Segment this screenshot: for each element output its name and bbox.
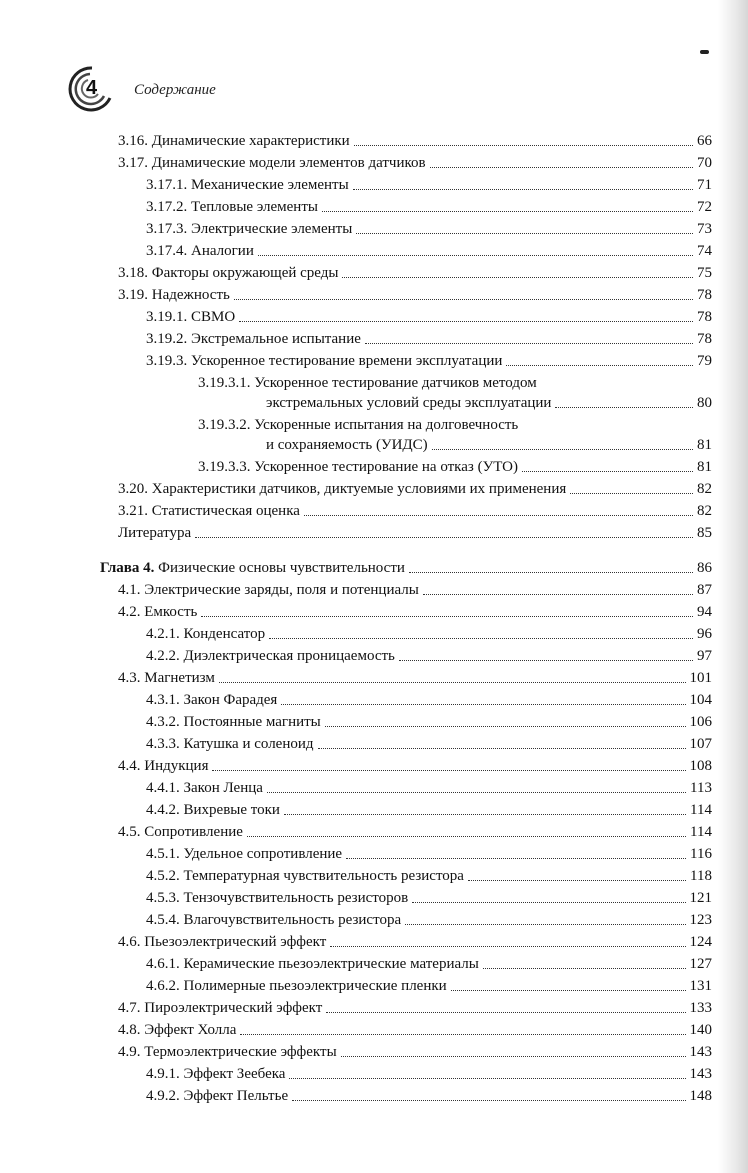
toc-entry-text: 4.1. Электрические заряды, поля и потенциалы [118,582,419,598]
toc-entry-title [146,352,502,370]
toc-entry-text: 3.19.3.3. Ускоренное тестирование на отказ (УТО) [198,459,518,475]
toc-entry-text: 4.3.1. Закон Фарадея [146,692,278,708]
toc-entry-text: 4.2.1. Конденсатор [146,626,266,642]
toc-entry [100,216,712,238]
toc-entry [100,392,712,412]
toc-entry [100,194,712,216]
dot-leader [555,407,693,408]
toc-page-number: 70 [697,155,712,171]
toc-entry [100,434,712,454]
toc-entry-title [146,647,395,665]
toc-page-number: 66 [697,133,712,149]
toc-entry-text: 3.17. Динамические модели элементов датчиков [118,155,426,171]
toc-entry-text: 4.2. Емкость [118,604,198,620]
dot-leader [267,792,686,793]
toc-entry-text: 4.7. Пироэлектрический эффект [118,1000,323,1016]
toc-entry [100,709,712,731]
toc-entry-title [198,458,518,476]
toc-page-number: 78 [697,331,712,347]
toc-page-number: 71 [697,177,712,193]
toc-page-number: 82 [697,481,712,497]
toc-page-number: 87 [697,582,712,598]
dot-leader [506,365,693,366]
toc-page-number: 107 [689,736,712,752]
dot-leader [432,449,693,450]
dot-leader [195,537,693,538]
toc-page-number: 94 [697,604,712,620]
toc-entry-title [118,757,208,775]
toc-entry [100,555,712,577]
toc-page-number: 78 [697,309,712,325]
toc-entry [100,238,712,260]
toc-page-number: 75 [697,265,712,281]
toc-page-number: 74 [697,243,712,259]
toc-page-number: 82 [697,503,712,519]
toc-entry [100,621,712,643]
toc-page-number: 79 [697,353,712,369]
toc-entry-title [146,176,349,194]
dot-leader [322,211,693,212]
dot-leader [468,880,686,881]
toc-entry-title [266,436,428,454]
table-of-contents [100,128,712,1105]
toc-entry [100,885,712,907]
toc-entry-text: 3.21. Статистическая оценка [118,503,300,519]
dot-leader [318,748,686,749]
toc-entry-text: 4.5.4. Влагочувствительность резистора [146,912,402,928]
toc-entry [100,304,712,326]
toc-entry [100,348,712,370]
toc-page-number: 121 [689,890,712,906]
toc-page-number: 114 [690,802,712,818]
dot-leader [240,1034,685,1035]
toc-entry [100,753,712,775]
toc-entry [100,973,712,995]
dot-leader [289,1078,685,1079]
toc-entry [100,1061,712,1083]
dot-leader [326,1012,685,1013]
toc-entry-text: 4.5.1. Удельное сопротивление [146,846,343,862]
toc-entry [100,731,712,753]
toc-entry-text: экстремальных условий среды эксплуатации [266,395,552,411]
toc-entry-text: 4.3. Магнетизм [118,670,215,686]
toc-entry-text: 4.4.1. Закон Ленца [146,780,263,796]
toc-entry [100,476,712,498]
toc-entry-title [198,416,518,434]
toc-entry-text: 3.17.4. Аналогии [146,243,254,259]
toc-page-number: 143 [689,1066,712,1082]
toc-entry-title [146,1065,285,1083]
toc-entry-text: 3.19.1. СВМО [146,309,236,325]
toc-entry-title [118,581,419,599]
toc-entry-text: 4.5.2. Температурная чувствительность резистора [146,868,464,884]
toc-entry [100,995,712,1017]
dot-leader [325,726,686,727]
dot-leader [354,145,693,146]
toc-entry-title [118,603,197,621]
toc-page-number: 114 [690,824,712,840]
toc-entry-text: 4.9. Термоэлектрические эффекты [118,1044,337,1060]
dot-leader [212,770,685,771]
toc-entry-text: 3.16. Динамические характеристики [118,133,350,149]
toc-page-number: 113 [690,780,712,796]
toc-entry-title [118,823,243,841]
toc-entry-title [118,933,326,951]
toc-page-number: 97 [697,648,712,664]
dot-leader [399,660,693,661]
toc-entry-title [146,801,280,819]
dot-leader [281,704,685,705]
toc-entry [100,951,712,973]
toc-entry [100,643,712,665]
toc-entry-title [146,308,235,326]
toc-entry-text: 3.20. Характеристики датчиков, диктуемые условиями их применения [118,481,567,497]
dot-leader [284,814,686,815]
toc-entry-text: 4.3.2. Постоянные магниты [146,714,321,730]
toc-entry [100,797,712,819]
dot-leader [269,638,693,639]
dot-leader [451,990,686,991]
toc-page-number: 85 [697,525,712,541]
dot-leader [346,858,686,859]
dot-leader [570,493,693,494]
dot-leader [522,471,693,472]
toc-page-number: 73 [697,221,712,237]
dot-leader [409,572,693,573]
toc-entry-title [118,999,322,1017]
dot-leader [365,343,693,344]
toc-page-number: 116 [690,846,712,862]
toc-page-number: 72 [697,199,712,215]
page-header [64,64,664,114]
toc-entry-title [118,154,426,172]
toc-page-number: 101 [689,670,712,686]
toc-entry-text: 3.19.3.2. Ускоренные испытания на долговечность [198,417,519,433]
corner-mark [700,50,709,54]
toc-page-number: 148 [689,1088,712,1104]
toc-entry [100,687,712,709]
toc-entry-title [198,374,537,392]
dot-leader [330,946,685,947]
toc-entry-text: 4.4. Индукция [118,758,209,774]
toc-entry [100,128,712,150]
toc-entry-title [118,1043,337,1061]
toc-page-number: 96 [697,626,712,642]
toc-entry-title [146,691,277,709]
page-number-badge [64,64,112,114]
toc-entry-title [118,1021,236,1039]
toc-entry [100,599,712,621]
dot-leader [219,682,686,683]
dot-leader [234,299,693,300]
toc-entry [100,863,712,885]
toc-entry-text: 3.19.3. Ускоренное тестирование времени эксплуатации [146,353,503,369]
toc-entry-title [118,480,566,498]
toc-entry-title [146,779,263,797]
toc-page-number: 108 [689,758,712,774]
toc-page-number: 80 [697,395,712,411]
toc-entry [100,260,712,282]
toc-entry [100,577,712,599]
toc-entry-title [118,524,191,542]
toc-entry [100,326,712,348]
toc-entry-title [146,330,361,348]
toc-entry-text: 3.19.2. Экстремальное испытание [146,331,361,347]
toc-page-number: 133 [689,1000,712,1016]
toc-entry-text: 3.18. Факторы окружающей среды [118,265,339,281]
toc-entry-title [146,977,447,995]
toc-entry-title [146,867,464,885]
toc-entry-title [146,625,265,643]
toc-entry-text: 4.6. Пьезоэлектрический эффект [118,934,327,950]
dot-leader [342,277,693,278]
dot-leader [430,167,693,168]
toc-page-number: 106 [689,714,712,730]
toc-entry-text: 4.6.2. Полимерные пьезоэлектрические пленки [146,978,447,994]
toc-entry-text: 4.5.3. Тензочувствительность резисторов [146,890,409,906]
dot-leader [201,616,693,617]
toc-entry-text: 4.9.2. Эффект Пельтье [146,1088,289,1104]
toc-entry-title [118,669,215,687]
page-number: 4 [86,77,98,99]
toc-entry [100,665,712,687]
toc-page-number: 127 [689,956,712,972]
toc-entry-title [146,242,254,260]
toc-entry [100,454,712,476]
toc-entry-text: Физические основы чувствительности [154,560,405,576]
toc-page-number: 143 [689,1044,712,1060]
toc-entry-text: 3.17.2. Тепловые элементы [146,199,318,215]
toc-entry-title [146,911,401,929]
toc-entry-text: 4.8. Эффект Холла [118,1022,237,1038]
chapter-label: Глава 4. [100,560,155,576]
toc-page-number: 124 [689,934,712,950]
toc-entry-text: 4.6.1. Керамические пьезоэлектрические материалы [146,956,479,972]
toc-page-number: 118 [690,868,712,884]
toc-entry-text: 4.2.2. Диэлектрическая проницаемость [146,648,395,664]
toc-entry [100,370,712,392]
toc-entry-title [146,735,314,753]
toc-entry-title [118,132,350,150]
toc-entry [100,841,712,863]
toc-entry-text: 3.17.3. Электрические элементы [146,221,353,237]
toc-page-number: 78 [697,287,712,303]
toc-entry-text: 4.3.3. Катушка и соленоид [146,736,314,752]
toc-entry-text: 4.9.1. Эффект Зеебека [146,1066,286,1082]
dot-leader [405,924,685,925]
dot-leader [423,594,693,595]
toc-entry-text: 3.19.3.1. Ускоренное тестирование датчиков методом [198,375,537,391]
dot-leader [258,255,693,256]
toc-entry-title [146,889,408,907]
dot-leader [356,233,693,234]
toc-entry [100,907,712,929]
toc-entry-title [100,559,405,577]
toc-page-number: 81 [697,459,712,475]
toc-entry [100,412,712,434]
toc-entry [100,1017,712,1039]
toc-page-number: 131 [689,978,712,994]
dot-leader [353,189,693,190]
toc-entry-text: 3.17.1. Механические элементы [146,177,349,193]
toc-entry-text: Литература [118,525,192,541]
toc-entry-text: и сохраняемость (УИДС) [266,437,428,453]
toc-entry [100,1039,712,1061]
toc-entry-title [118,502,300,520]
toc-page-number: 123 [689,912,712,928]
page-edge-shadow [718,0,748,1173]
toc-entry-title [118,286,230,304]
toc-entry [100,520,712,542]
dot-leader [341,1056,686,1057]
toc-entry [100,282,712,304]
toc-entry-title [146,220,352,238]
toc-entry [100,819,712,841]
running-title: Содержание [134,82,216,98]
toc-page-number: 104 [689,692,712,708]
toc-entry-title [146,845,342,863]
toc-page-number: 81 [697,437,712,453]
dot-leader [304,515,693,516]
toc-entry-title [146,1087,288,1105]
toc-entry-title [146,713,321,731]
dot-leader [247,836,686,837]
toc-entry-title [146,955,479,973]
toc-entry [100,498,712,520]
toc-entry [100,929,712,951]
toc-page-number: 86 [697,560,712,576]
dot-leader [239,321,693,322]
toc-entry [100,775,712,797]
dot-leader [412,902,685,903]
toc-entry-text: 3.19. Надежность [118,287,230,303]
toc-entry-title [146,198,318,216]
toc-entry [100,172,712,194]
toc-entry-title [266,394,551,412]
toc-entry-text: 4.5. Сопротивление [118,824,243,840]
dot-leader [292,1100,685,1101]
toc-entry-title [118,264,338,282]
toc-page-number: 140 [689,1022,712,1038]
toc-entry [100,1083,712,1105]
dot-leader [483,968,686,969]
toc-entry [100,150,712,172]
toc-entry-text: 4.4.2. Вихревые токи [146,802,280,818]
